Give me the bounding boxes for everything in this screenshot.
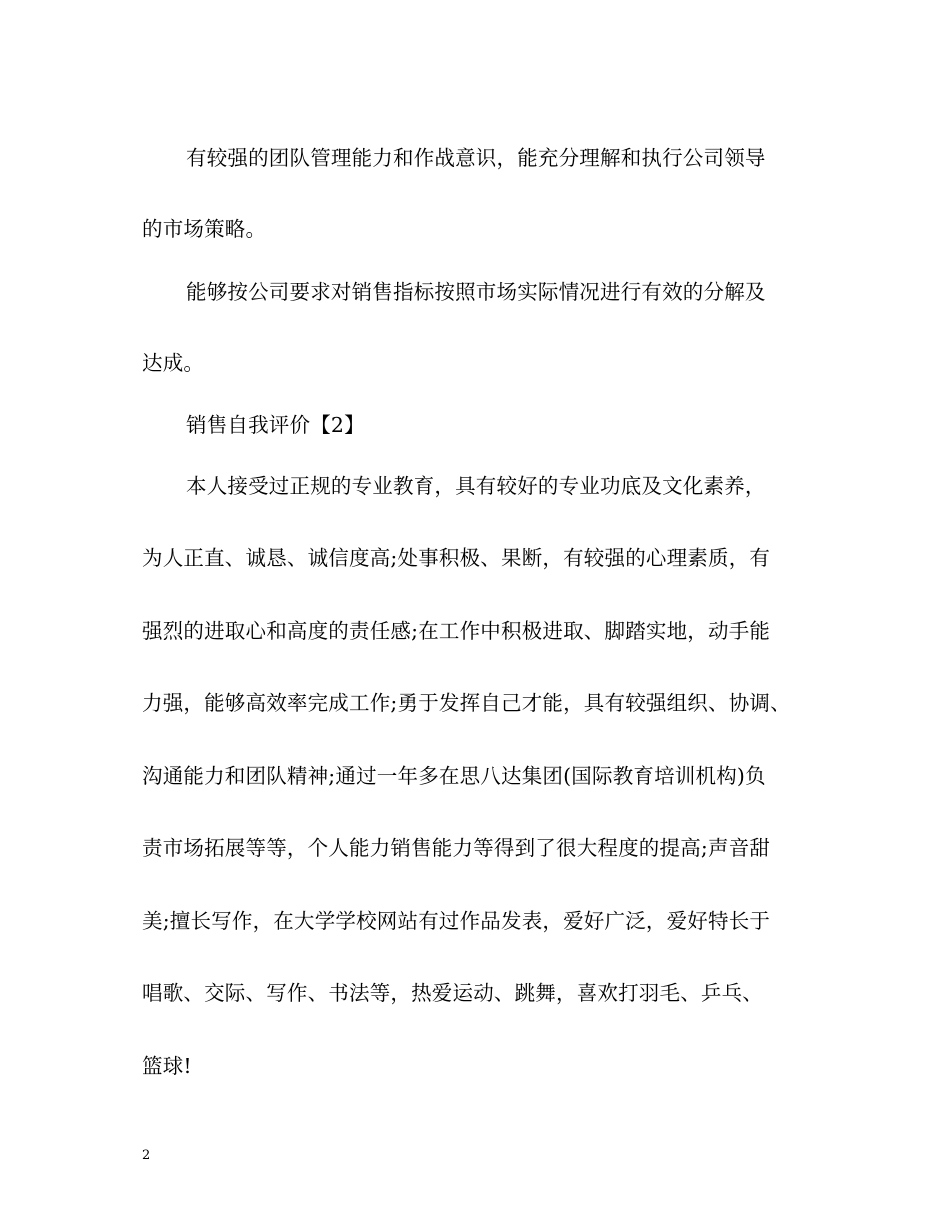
page-number: 2 bbox=[142, 1148, 151, 1163]
section-heading: 销售自我评价【2】 bbox=[186, 413, 365, 437]
paragraph-line: 篮球! bbox=[142, 1054, 192, 1078]
paragraph-line: 唱歌、交际、写作、书法等，热爱运动、跳舞，喜欢打羽毛、乒乓、 bbox=[142, 981, 763, 1005]
paragraph-line: 的市场策略。 bbox=[142, 217, 267, 241]
paragraph-line: 本人接受过正规的专业教育，具有较好的专业功底及文化素养， bbox=[186, 474, 766, 498]
paragraph-line: 责市场拓展等等，个人能力销售能力等得到了很大程度的提高;声音甜 bbox=[142, 836, 771, 860]
paragraph-line: 强烈的进取心和高度的责任感;在工作中积极进取、脚踏实地，动手能 bbox=[142, 619, 771, 643]
paragraph-line: 美;擅长写作，在大学学校网站有过作品发表，爱好广泛，爱好特长于 bbox=[142, 909, 771, 933]
paragraph-line: 达成。 bbox=[142, 351, 205, 375]
paragraph-line: 力强，能够高效率完成工作;勇于发挥自己才能，具有较强组织、协调、 bbox=[142, 691, 791, 715]
paragraph-line: 能够按公司要求对销售指标按照市场实际情况进行有效的分解及 bbox=[186, 280, 766, 304]
paragraph-line: 有较强的团队管理能力和作战意识，能充分理解和执行公司领导 bbox=[186, 146, 766, 170]
paragraph-line: 沟通能力和团队精神;通过一年多在思八达集团(国际教育培训机构)负 bbox=[142, 764, 766, 788]
paragraph-line: 为人正直、诚恳、诚信度高;处事积极、果断，有较强的心理素质，有 bbox=[142, 546, 771, 570]
